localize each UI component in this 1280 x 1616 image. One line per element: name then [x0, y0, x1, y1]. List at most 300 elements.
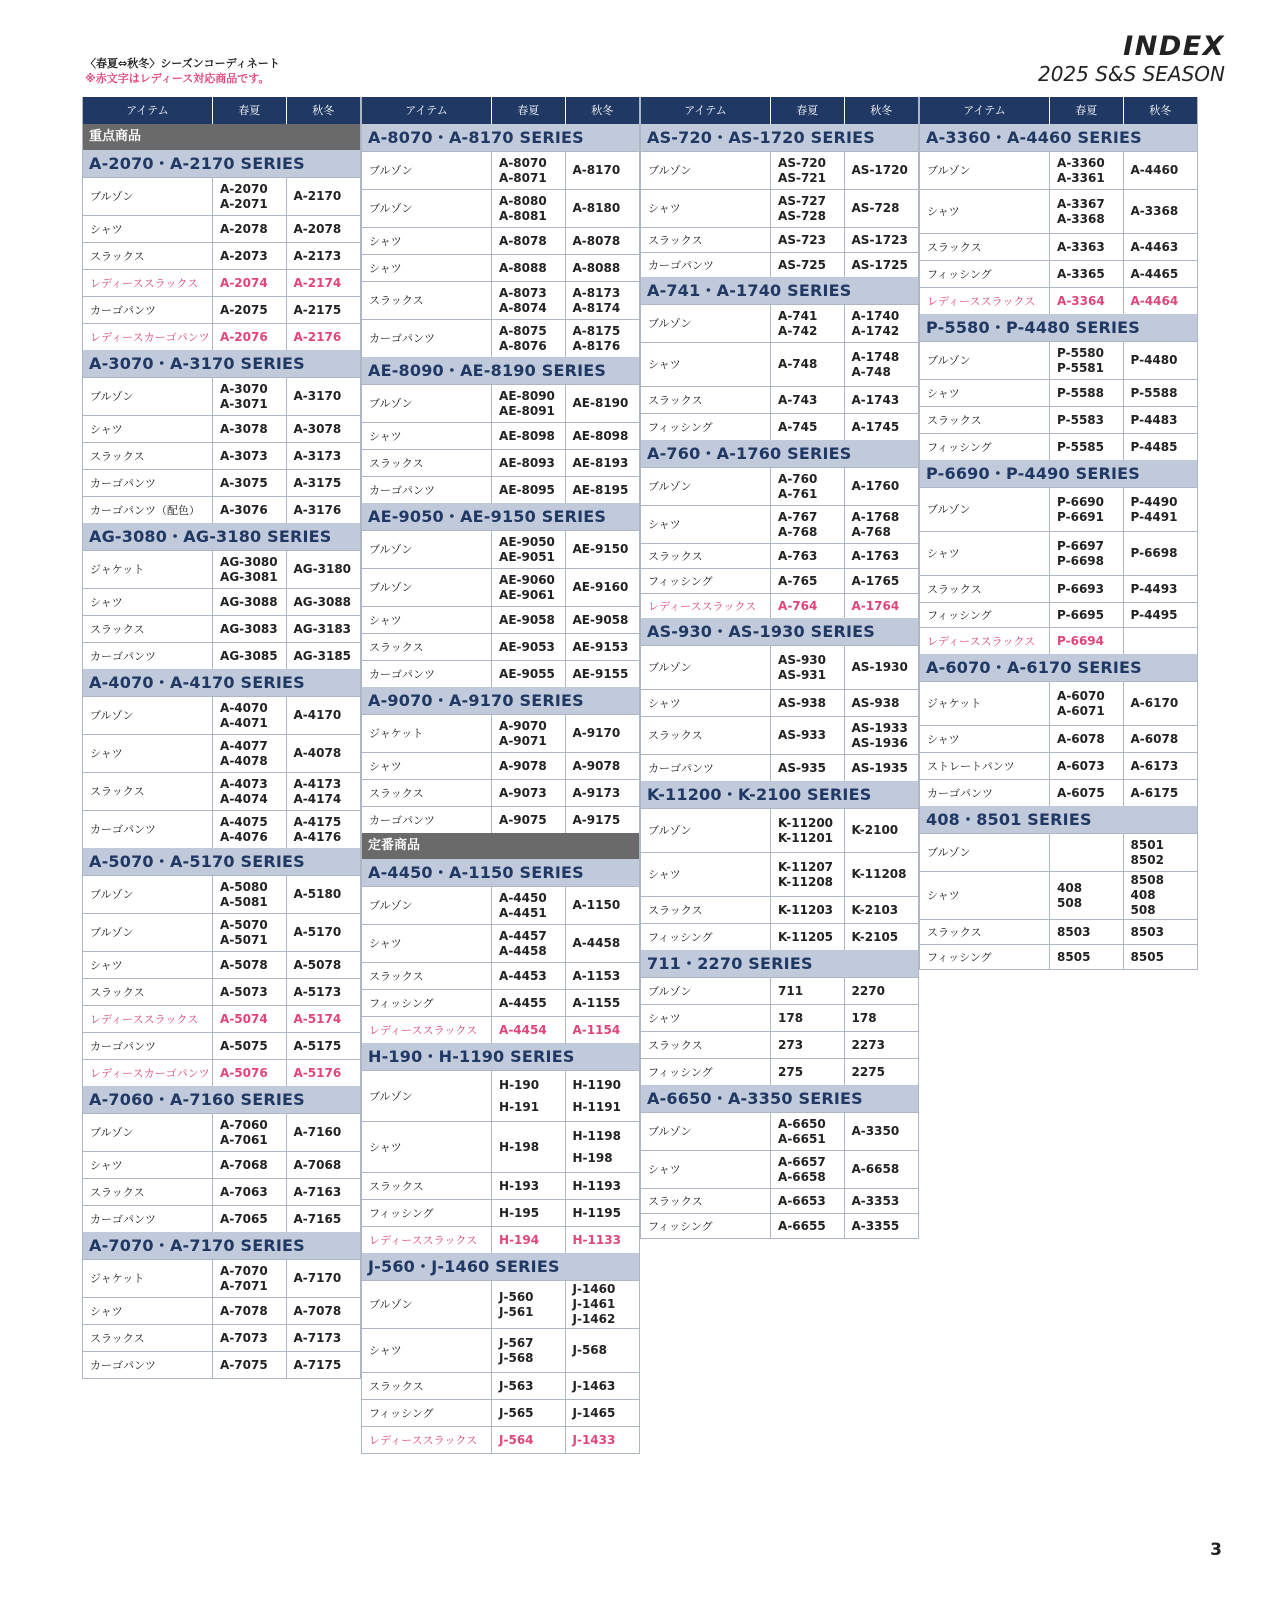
autumn-winter-code-cell: [287, 773, 360, 810]
autumn-winter-code-cell: [566, 990, 639, 1016]
product-code: A-1740: [851, 308, 900, 323]
spring-summer-code-cell: [1050, 532, 1123, 575]
product-code: K-2105: [851, 929, 899, 944]
item-name: フィッシング: [920, 945, 1050, 969]
item-name: ブルゾン: [83, 914, 213, 951]
product-code: A-7073: [220, 1330, 268, 1345]
item-name: フィッシング: [641, 924, 771, 950]
autumn-winter-code-cell: [1124, 342, 1197, 379]
product-code: A-9173: [572, 785, 621, 800]
table-row: [641, 808, 918, 852]
product-code: P-6698: [1130, 546, 1178, 560]
series-header: A-741・A-1740 SERIES: [641, 277, 918, 304]
product-code: A-8073: [499, 285, 547, 300]
item-name: カーゴパンツ: [920, 780, 1050, 806]
product-code: P-4485: [1130, 439, 1178, 454]
product-code: P-6697: [1057, 538, 1104, 553]
series-header: A-3360・A-4460 SERIES: [920, 124, 1197, 151]
spring-summer-code-cell: [1050, 380, 1123, 406]
product-code: AS-1936: [851, 735, 908, 750]
item-name: フィッシング: [641, 1059, 771, 1085]
product-code: A-4465: [1130, 266, 1179, 281]
autumn-winter-code-cell: [1124, 434, 1197, 460]
table-row: [362, 962, 639, 989]
autumn-winter-code-cell: [845, 253, 918, 277]
table-row: [362, 1399, 639, 1426]
product-code: AE-9150: [572, 542, 629, 556]
spring-summer-code-cell: [213, 470, 286, 496]
item-name: ブルゾン: [362, 190, 492, 227]
autumn-winter-code-cell: [1124, 603, 1197, 627]
product-code: K-11208: [851, 867, 907, 881]
product-code: A-7061: [220, 1132, 268, 1147]
autumn-winter-code-cell: [287, 979, 360, 1005]
spring-summer-code-cell: [771, 809, 844, 852]
table-row: [641, 1031, 918, 1058]
product-code: A-1764: [851, 598, 900, 613]
table-row: [920, 287, 1197, 314]
autumn-winter-code-cell: [845, 1032, 918, 1058]
product-code: 2275: [851, 1064, 885, 1079]
product-code: A-8175: [572, 323, 621, 338]
spring-summer-code-cell: [1050, 288, 1123, 314]
autumn-winter-code-cell: [845, 594, 918, 618]
product-code: J-565: [499, 1405, 534, 1420]
spring-summer-code-cell: [492, 990, 565, 1016]
spring-summer-code-cell: [492, 1071, 565, 1121]
autumn-winter-code-cell: [845, 569, 918, 593]
ladies-red-note: ※赤文字はレディース対応商品です。: [85, 72, 270, 85]
product-code: A-7163: [293, 1184, 342, 1199]
product-code: P-6698: [1057, 553, 1104, 568]
item-name: スラックス: [83, 979, 213, 1005]
autumn-winter-code-cell: [287, 1325, 360, 1351]
product-code: P-4495: [1130, 607, 1178, 622]
table-row: [641, 593, 918, 618]
spring-summer-code-cell: [771, 387, 844, 413]
table-row: [83, 177, 360, 215]
spring-summer-code-cell: [771, 190, 844, 227]
table-header: [641, 97, 918, 124]
table-row: [641, 151, 918, 189]
autumn-winter-code-cell: [287, 1006, 360, 1032]
spring-summer-code-cell: [771, 343, 844, 386]
header-autumn-winter: 秋冬: [591, 104, 614, 117]
product-code: A-4076: [220, 829, 268, 844]
item-name: ブルゾン: [641, 646, 771, 689]
spring-summer-code-cell: [213, 1033, 286, 1059]
table-row: [641, 252, 918, 277]
autumn-winter-code-cell: [287, 735, 360, 772]
spring-summer-code-cell: [771, 1214, 844, 1238]
table-row: [920, 919, 1197, 944]
item-name: カーゴパンツ: [83, 1033, 213, 1059]
table-row: [641, 923, 918, 950]
autumn-winter-code-cell: [566, 887, 639, 924]
item-name: カーゴパンツ: [83, 1206, 213, 1232]
product-code: A-1748: [851, 349, 900, 364]
product-code: AS-1933: [851, 720, 908, 735]
table-row: [362, 752, 639, 779]
table-row: [362, 886, 639, 924]
product-code: H-1191: [572, 1100, 621, 1114]
table-row: [641, 304, 918, 342]
spring-summer-code-cell: [1050, 488, 1123, 531]
item-name: スラックス: [362, 450, 492, 476]
product-code: A-7068: [293, 1157, 342, 1172]
item-name: スラックス: [641, 228, 771, 252]
autumn-winter-code-cell: [287, 1206, 360, 1232]
product-code: 178: [851, 1010, 877, 1025]
spring-summer-code-cell: [492, 1173, 565, 1199]
series-header: P-6690・P-4490 SERIES: [920, 460, 1197, 487]
item-name: フィッシング: [641, 569, 771, 593]
product-code: A-8176: [572, 338, 621, 353]
item-name: スラックス: [641, 897, 771, 923]
product-code: A-748: [778, 357, 818, 371]
autumn-winter-code-cell: [287, 378, 360, 415]
autumn-winter-code-cell: [566, 385, 639, 422]
autumn-winter-code-cell: [845, 1151, 918, 1188]
product-code: A-6653: [778, 1193, 826, 1208]
autumn-winter-code-cell: [287, 914, 360, 951]
product-code: A-3363: [1057, 239, 1105, 254]
item-name: シャツ: [362, 607, 492, 633]
item-name: シャツ: [920, 190, 1050, 233]
product-code: A-3364: [1057, 293, 1105, 308]
series-header: A-5070・A-5170 SERIES: [83, 848, 360, 875]
item-name: シャツ: [83, 589, 213, 615]
product-code: 8501: [1130, 837, 1164, 852]
autumn-winter-code-cell: [1124, 920, 1197, 944]
table-row: [641, 977, 918, 1004]
spring-summer-code-cell: [771, 1113, 844, 1150]
spring-summer-code-cell: [771, 594, 844, 618]
spring-summer-code-cell: [771, 228, 844, 252]
table-row: [83, 1032, 360, 1059]
header-spring-summer: 春夏: [492, 97, 565, 124]
item-name: フィッシング: [362, 990, 492, 1016]
spring-summer-code-cell: [213, 697, 286, 734]
autumn-winter-code-cell: [566, 569, 639, 606]
table-row: [83, 550, 360, 588]
header-autumn-winter: 秋冬: [870, 104, 893, 117]
product-code: A-761: [778, 486, 818, 501]
table-row: [641, 505, 918, 543]
product-code: J-561: [499, 1304, 534, 1319]
product-code: J-1463: [572, 1378, 616, 1393]
product-code: A-1155: [572, 995, 621, 1010]
product-code: A-4451: [499, 905, 547, 920]
spring-summer-code-cell: [492, 477, 565, 503]
product-code: A-763: [778, 548, 818, 563]
product-code: 508: [1130, 903, 1156, 917]
product-code: A-4458: [499, 943, 547, 958]
product-code: AE-9058: [499, 612, 555, 627]
autumn-winter-code-cell: [845, 190, 918, 227]
table-row: [641, 189, 918, 227]
table-row: [920, 627, 1197, 654]
table-row: [362, 227, 639, 254]
item-name: シャツ: [641, 343, 771, 386]
product-code: H-1190: [572, 1078, 621, 1092]
product-code: A-2078: [293, 221, 342, 236]
item-name: レディーススラックス: [362, 1227, 492, 1253]
table-row: [920, 189, 1197, 233]
product-code: P-4483: [1130, 412, 1178, 427]
product-code: 8505: [1057, 949, 1091, 964]
product-code: A-4464: [1130, 293, 1179, 308]
table-row: [83, 1351, 360, 1378]
item-name: フィッシング: [362, 1400, 492, 1426]
product-code: A-3078: [220, 421, 268, 436]
product-code: A-9175: [572, 812, 621, 827]
product-code: AS-1930: [851, 660, 908, 674]
product-code: A-4071: [220, 715, 268, 730]
table-row: [83, 1205, 360, 1232]
item-name: シャツ: [641, 690, 771, 716]
item-name: ジャケット: [83, 1260, 213, 1297]
product-code: A-2173: [293, 248, 342, 263]
product-code: A-4454: [499, 1022, 547, 1037]
autumn-winter-code-cell: [287, 1298, 360, 1324]
header-spring-summer: 春夏: [771, 97, 844, 124]
table-row: [83, 242, 360, 269]
product-code: H-193: [499, 1178, 540, 1193]
item-name: カーゴパンツ: [362, 807, 492, 833]
product-code: A-7078: [293, 1303, 342, 1318]
item-name: スラックス: [641, 717, 771, 754]
autumn-winter-code-cell: [287, 1033, 360, 1059]
product-code: A-9078: [499, 758, 547, 773]
item-name: フィッシング: [641, 414, 771, 440]
product-code: A-5173: [293, 984, 342, 999]
spring-summer-code-cell: [492, 190, 565, 227]
spring-summer-code-cell: [771, 1151, 844, 1188]
product-code: AE-8091: [499, 403, 555, 418]
autumn-winter-code-cell: [566, 255, 639, 281]
autumn-winter-code-cell: [1124, 532, 1197, 575]
product-code: AS-725: [778, 257, 826, 272]
item-name: フィッシング: [920, 603, 1050, 627]
item-name: シャツ: [362, 228, 492, 254]
product-code: 711: [778, 983, 804, 998]
spring-summer-code-cell: [771, 1032, 844, 1058]
category-header: 重点商品: [83, 124, 360, 150]
spring-summer-code-cell: [1050, 342, 1123, 379]
item-name: レディーススラックス: [920, 628, 1050, 654]
table-row: [920, 406, 1197, 433]
product-code: AS-728: [778, 208, 826, 223]
item-name: スラックス: [920, 407, 1050, 433]
item-name: カーゴパンツ: [83, 643, 213, 669]
table-row: [920, 779, 1197, 806]
spring-summer-code-cell: [213, 773, 286, 810]
table-row: [362, 1016, 639, 1043]
spring-summer-code-cell: [1050, 152, 1123, 189]
product-code: A-5078: [220, 957, 268, 972]
spring-summer-code-cell: [213, 297, 286, 323]
autumn-winter-code-cell: [1124, 872, 1197, 919]
product-code: A-9070: [499, 718, 547, 733]
product-code: H-191: [499, 1100, 540, 1114]
spring-summer-code-cell: [213, 952, 286, 978]
category-header: 定番商品: [362, 833, 639, 859]
product-code: A-5076: [220, 1065, 268, 1080]
item-name: シャツ: [641, 506, 771, 543]
table-row: [641, 1004, 918, 1031]
item-name: カーゴパンツ: [641, 253, 771, 277]
item-name: ブルゾン: [641, 468, 771, 505]
product-code: 508: [1057, 895, 1083, 910]
autumn-winter-code-cell: [845, 228, 918, 252]
autumn-winter-code-cell: [287, 443, 360, 469]
product-code: H-195: [499, 1205, 540, 1220]
autumn-winter-code-cell: [1124, 726, 1197, 752]
product-code: AS-1723: [851, 232, 908, 247]
series-header: AE-9050・AE-9150 SERIES: [362, 503, 639, 530]
product-code: AG-3088: [293, 594, 352, 609]
series-header: AS-720・AS-1720 SERIES: [641, 124, 918, 151]
product-code: K-11205: [778, 929, 834, 944]
autumn-winter-code-cell: [566, 1329, 639, 1372]
item-name: シャツ: [362, 1122, 492, 1172]
item-name: ブルゾン: [362, 569, 492, 606]
product-code: A-2176: [293, 329, 342, 344]
spring-summer-code-cell: [1050, 920, 1123, 944]
series-header: 711・2270 SERIES: [641, 950, 918, 977]
table-row: [641, 1058, 918, 1085]
table-row: [362, 714, 639, 752]
table-row: [83, 1113, 360, 1151]
spring-summer-code-cell: [1050, 872, 1123, 919]
product-code: 8508: [1130, 873, 1164, 887]
table-row: [362, 1199, 639, 1226]
spring-summer-code-cell: [492, 887, 565, 924]
item-name: スラックス: [362, 634, 492, 660]
table-row: [83, 296, 360, 323]
product-code: A-7170: [293, 1271, 342, 1285]
table-row: [920, 681, 1197, 725]
spring-summer-code-cell: [1050, 682, 1123, 725]
table-row: [362, 476, 639, 503]
product-code: P-4493: [1130, 581, 1178, 596]
table-row: [362, 1280, 639, 1328]
table-row: [362, 151, 639, 189]
table-row: [83, 615, 360, 642]
product-code: AE-9153: [572, 639, 629, 654]
autumn-winter-code-cell: [566, 450, 639, 476]
autumn-winter-code-cell: [287, 811, 360, 848]
table-row: [920, 379, 1197, 406]
season-coordinate-note: 〈春夏⇔秋冬〉シーズンコーディネート: [85, 57, 280, 70]
autumn-winter-code-cell: [287, 324, 360, 350]
product-code: J-564: [499, 1432, 534, 1447]
index-column-4: [919, 97, 1198, 970]
autumn-winter-code-cell: [845, 809, 918, 852]
autumn-winter-code-cell: [845, 544, 918, 568]
product-code: AS-728: [851, 201, 900, 215]
product-code: AS-1720: [851, 163, 908, 177]
product-code: A-5080: [220, 879, 268, 894]
spring-summer-code-cell: [771, 853, 844, 896]
autumn-winter-code-cell: [287, 497, 360, 523]
autumn-winter-code-cell: [566, 282, 639, 319]
product-code: AG-3183: [293, 621, 352, 636]
product-code: A-6173: [1130, 758, 1179, 773]
product-code: K-2103: [851, 902, 899, 917]
spring-summer-code-cell: [492, 925, 565, 962]
series-header: A-2070・A-2170 SERIES: [83, 150, 360, 177]
spring-summer-code-cell: [213, 378, 286, 415]
autumn-winter-code-cell: [566, 320, 639, 357]
product-code: 275: [778, 1064, 804, 1079]
product-code: P-5581: [1057, 360, 1104, 375]
autumn-winter-code-cell: [287, 589, 360, 615]
index-column-3: [640, 97, 919, 1239]
item-name: シャツ: [641, 853, 771, 896]
product-code: A-3361: [1057, 170, 1105, 185]
item-name: カーゴパンツ: [362, 477, 492, 503]
spring-summer-code-cell: [213, 914, 286, 951]
table-row: [641, 227, 918, 252]
product-code: AS-933: [778, 728, 826, 742]
product-code: P-5588: [1057, 385, 1104, 400]
product-code: A-6658: [851, 1162, 900, 1176]
item-name: シャツ: [83, 416, 213, 442]
spring-summer-code-cell: [1050, 780, 1123, 806]
autumn-winter-code-cell: [566, 780, 639, 806]
product-code: A-6658: [778, 1169, 826, 1184]
product-code: AE-9060: [499, 572, 555, 587]
autumn-winter-code-cell: [845, 468, 918, 505]
product-code: P-5583: [1057, 412, 1104, 427]
product-code: A-4453: [499, 968, 547, 983]
header-item: アイテム: [920, 97, 1050, 124]
product-code: A-4075: [220, 814, 268, 829]
product-code: AS-931: [778, 667, 826, 682]
product-code: A-3368: [1057, 211, 1105, 226]
series-header: K-11200・K-2100 SERIES: [641, 781, 918, 808]
item-name: ブルゾン: [362, 385, 492, 422]
product-code: K-11201: [778, 830, 834, 845]
autumn-winter-code-cell: [845, 646, 918, 689]
product-code: A-5081: [220, 894, 268, 909]
product-code: A-7175: [293, 1357, 342, 1372]
spring-summer-code-cell: [1050, 753, 1123, 779]
item-name: カーゴパンツ: [83, 1352, 213, 1378]
product-code: A-1745: [851, 419, 900, 434]
spring-summer-code-cell: [213, 876, 286, 913]
autumn-winter-code-cell: [845, 853, 918, 896]
page-subtitle: 2025 S&S SEASON: [1037, 62, 1225, 86]
product-code: A-1763: [851, 548, 900, 563]
spring-summer-code-cell: [213, 270, 286, 296]
product-code: H-198: [499, 1140, 540, 1154]
product-code: AG-3180: [293, 562, 352, 576]
spring-summer-code-cell: [492, 450, 565, 476]
item-name: シャツ: [362, 1329, 492, 1372]
autumn-winter-code-cell: [845, 924, 918, 950]
table-row: [920, 575, 1197, 602]
item-name: ブルゾン: [83, 378, 213, 415]
product-code: AS-938: [851, 695, 900, 710]
product-code: A-3173: [293, 448, 342, 463]
product-code: A-4170: [293, 708, 342, 722]
table-row: [83, 496, 360, 523]
product-code: A-741: [778, 308, 818, 323]
header-autumn-winter: 秋冬: [1149, 104, 1172, 117]
